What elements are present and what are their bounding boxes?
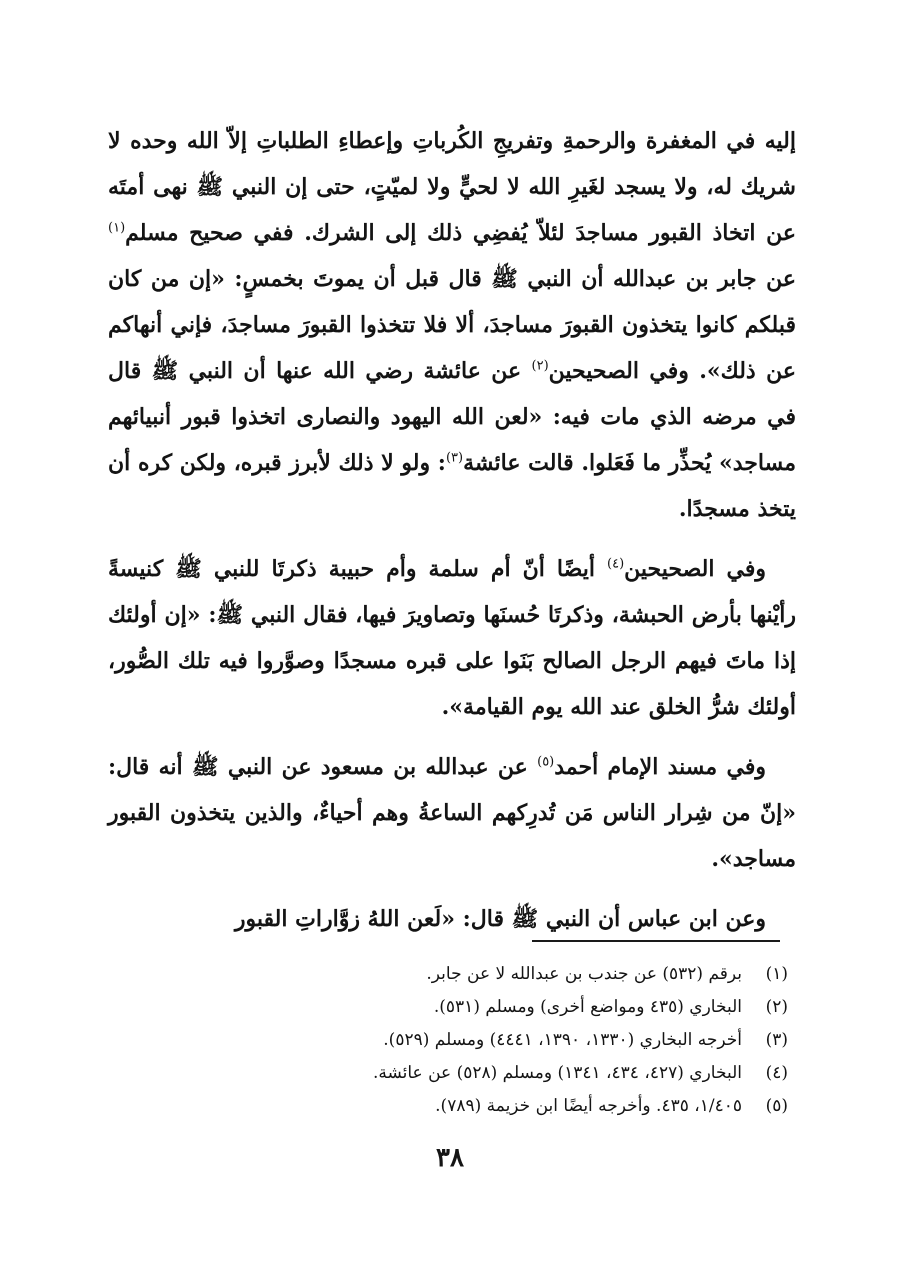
footnote-marker-5[interactable]: (٥): [537, 754, 555, 770]
text-run: عن عائشة رضي الله عنها أن النبي ﷺ قال في مرضه الذي مات فيه: «لعن الله اليهود والنصارى اتخذوا قبور أنبيائهم مساجد» يُحذِّر ما فَعَلوا. قالت عائشة: [108, 358, 796, 476]
footnote-item: [108, 1057, 788, 1090]
footnote-marker-4[interactable]: (٤): [607, 556, 625, 572]
footnote-number: (٥): [765, 1096, 788, 1116]
footnote-text: ١/٤٠٥، ٤٣٥. وأخرجه أيضًا ابن خزيمة (٧٨٩).: [435, 1096, 742, 1116]
footnote-item: [108, 991, 788, 1024]
footnote-marker-3[interactable]: (٣): [445, 450, 464, 466]
footnote-divider: [532, 940, 780, 942]
footnote-number: (١): [765, 964, 788, 984]
footnote-marker-1[interactable]: (١): [108, 220, 126, 236]
footnote-marker-2[interactable]: (٢): [531, 358, 549, 374]
text-run: وعن ابن عباس أن النبي ﷺ قال: «لَعن اللهُ زوَّاراتِ القبور: [234, 906, 766, 932]
footnote-text: أخرجه البخاري (١٣٣٠، ١٣٩٠، ٤٤٤١) ومسلم (٥٢٩).: [383, 1030, 742, 1050]
footnote-item: [108, 1090, 788, 1123]
footnote-text: البخاري (٤٢٧، ٤٣٤، ١٣٤١) ومسلم (٥٢٨) عن عائشة.: [372, 1063, 742, 1083]
footnote-item: [108, 1024, 788, 1057]
text-run: وفي مسند الإمام أحمد: [554, 754, 766, 780]
paragraph-2: [108, 546, 796, 730]
body-text: [108, 118, 796, 942]
text-run: : ولو لا ذلك لأبرز قبره، ولكن كره أن يتخذ مسجدًا.: [108, 450, 796, 522]
footnote-text: برقم (٥٣٢) عن جندب بن عبدالله لا عن جابر.: [426, 964, 742, 984]
footnote-number: (٤): [765, 1063, 788, 1083]
text-run: أيضًا أنّ أم سلمة وأم حبيبة ذكرتَا للنبي ﷺ كنيسةً رأيْنها بأرض الحبشة، وذكرتَا حُسنَها وتصاويرَ فيها، فقال النبي ﷺ: «إن أولئك إذا ماتَ فيهم الرجل الصالح بَنَوا على قبره مسجدًا وصوَّروا فيه تلك الصُّور، أولئك شرُّ الخلق عند الله يوم القيامة».: [108, 556, 796, 720]
page-number: ٣٨: [436, 1143, 464, 1173]
paragraph-1: [108, 118, 796, 532]
text-run: إليه في المغفرة والرحمةِ وتفريجِ الكُرباتِ وإعطاءِ الطلباتِ إلاّ الله وحده لا شريك له، ولا يسجد لغَيرِ الله لا لحيٍّ ولا لميّتٍ، حتى إن النبي ﷺ نهى أمتَه عن اتخاذ القبور مساجدَ لئلاّ يُفضِي ذلك إلى الشرك. ففي صحيح مسلم: [108, 128, 796, 246]
paragraph-3: [108, 744, 796, 882]
footnote-text: البخاري (٤٣٥ ومواضع أخرى) ومسلم (٥٣١).: [433, 997, 742, 1017]
footnote-item: [108, 958, 788, 991]
footnote-number: (٢): [765, 997, 788, 1017]
text-run: عن جابر بن عبدالله أن النبي ﷺ قال قبل أن يموتَ بخمسٍ: «إن من كان قبلكم كانوا يتخذون القبورَ مساجدَ، ألا فلا تتخذوا القبورَ مساجدَ، فإني أنهاكم عن ذلك». وفي الصحيحين: [108, 266, 796, 384]
footnotes: [108, 958, 788, 1123]
text-run: عن عبدالله بن مسعود عن النبي ﷺ أنه قال: «إنّ من شِرار الناس مَن تُدرِكهم الساعةُ وهم أحياءٌ، والذين يتخذون القبور مساجد».: [108, 754, 796, 872]
paragraph-4: [108, 896, 796, 942]
text-run: وفي الصحيحين: [624, 556, 766, 582]
footnote-number: (٣): [765, 1030, 788, 1050]
